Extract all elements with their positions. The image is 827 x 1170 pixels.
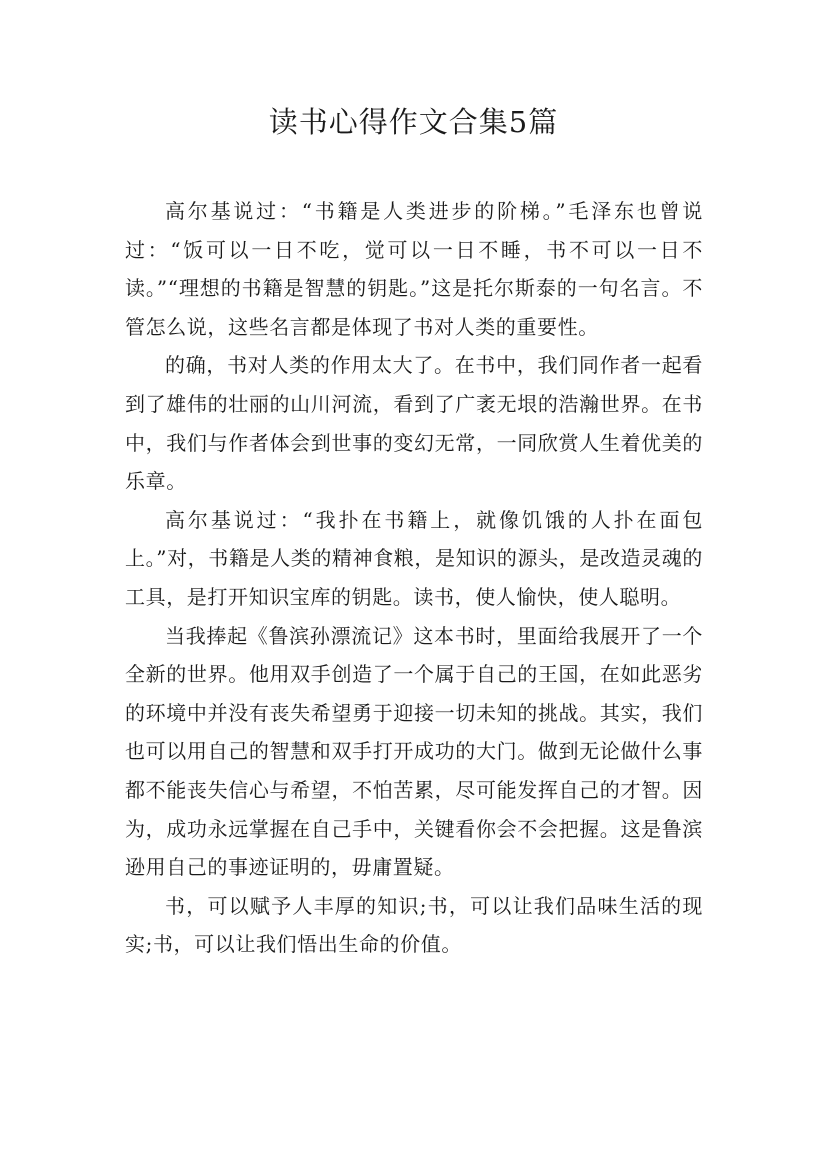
document-title: 读书心得作文合集5篇 bbox=[268, 105, 559, 139]
document-body bbox=[125, 192, 703, 964]
paragraph-3: 高尔基说过：“我扑在书籍上，就像饥饿的人扑在面包上。”对，书籍是人类的精神食粮，是知识的源头，是改造灵魂的工具，是打开知识宝库的钥匙。读书，使人愉快，使人聪明。 bbox=[125, 507, 703, 609]
paragraph-1: 高尔基说过：“书籍是人类进步的阶梯。”毛泽东也曾说过：“饭可以一日不吃，觉可以一日不睡，书不可以一日不读。”“理想的书籍是智慧的钥匙。”这是托尔斯泰的一句名言。不管怎么说，这些名言都是体现了书对人类的重要性。 bbox=[125, 199, 703, 339]
paragraph-2: 的确，书对人类的作用太大了。在书中，我们同作者一起看到了雄伟的壮丽的山川河流，看到了广袤无垠的浩瀚世界。在书中，我们与作者体会到世事的变幻无常，一同欣赏人生着优美的乐章。 bbox=[125, 353, 703, 494]
paragraph-4: 当我捧起《鲁滨孙漂流记》这本书时，里面给我展开了一个全新的世界。他用双手创造了一个属于自己的王国，在如此恶劣的环境中并没有丧失希望勇于迎接一切未知的挑战。其实，我们也可以用自己的智慧和双手打开成功的大门。做到无论做什么事都不能丧失信心与希望，不怕苦累，尽可能发挥自己的才智。因为，成功永远掌握在自己手中，关键看你会不会把握。这是鲁滨逊用自己的事迹证明的，毋庸置疑。 bbox=[125, 623, 703, 880]
paragraph-5: 书，可以赋予人丰厚的知识;书，可以让我们品味生活的现实;书，可以让我们悟出生命的价值。 bbox=[125, 893, 703, 957]
